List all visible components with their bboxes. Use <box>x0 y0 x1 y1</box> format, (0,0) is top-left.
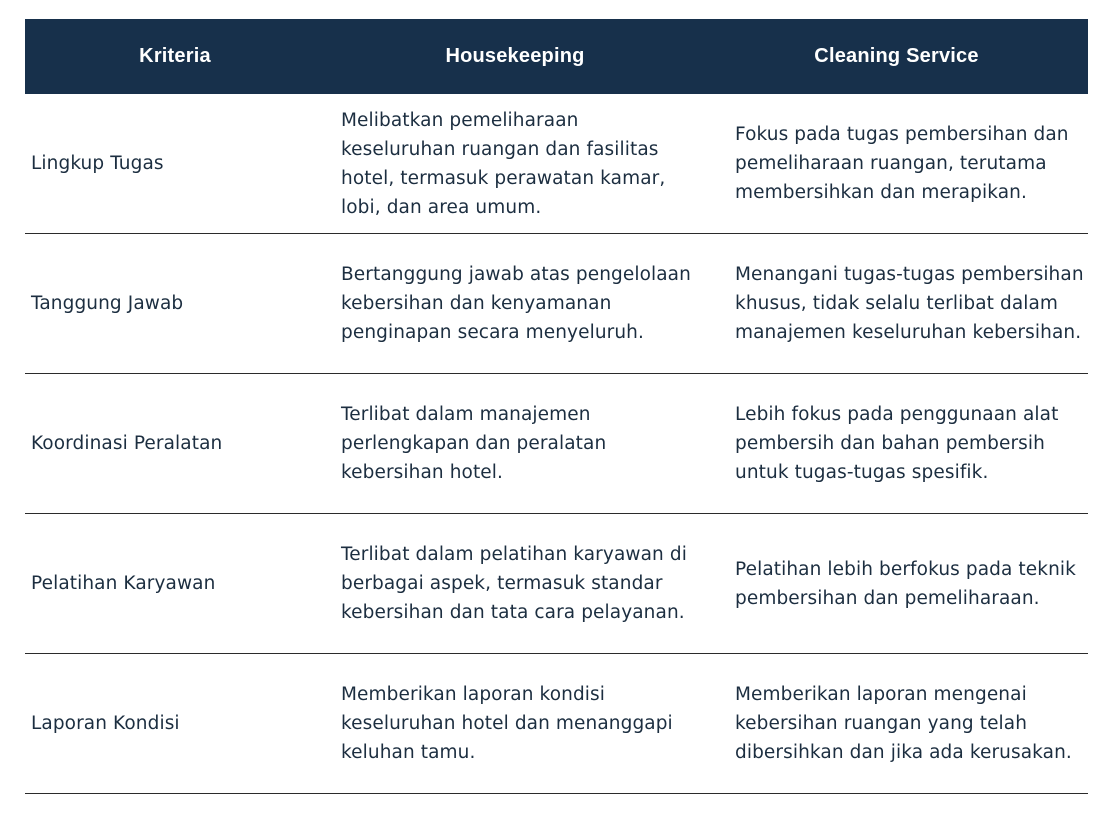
housekeeping-cell: Melibatkan pemeliharaan keseluruhan ruangan dan fasilitas hotel, termasuk perawatan kamar, lobi, dan area umum. <box>341 109 666 218</box>
table-row <box>25 234 1088 374</box>
housekeeping-cell: Terlibat dalam pelatihan karyawan di berbagai aspek, termasuk standar kebersihan dan tata cara pelayanan. <box>341 544 687 623</box>
table-row <box>25 374 1088 514</box>
comparison-table <box>25 19 1088 794</box>
criteria-cell: Lingkup Tugas <box>31 153 164 174</box>
cleaning-cell: Menangani tugas-tugas pembersihan khusus, tidak selalu terlibat dalam manajemen keseluruhan kebersihan. <box>735 264 1084 343</box>
table-row <box>25 94 1088 234</box>
table-row <box>25 514 1088 654</box>
header-housekeeping: Housekeeping <box>445 45 585 67</box>
table-header <box>25 19 1088 94</box>
cleaning-cell: Pelatihan lebih berfokus pada teknik pembersihan dan pemeliharaan. <box>735 558 1076 609</box>
housekeeping-cell: Bertanggung jawab atas pengelolaan kebersihan dan kenyamanan penginapan secara menyeluruh. <box>341 264 691 343</box>
criteria-cell: Pelatihan Karyawan <box>31 573 216 594</box>
criteria-cell: Tanggung Jawab <box>31 293 184 314</box>
criteria-cell: Laporan Kondisi <box>31 713 180 734</box>
header-cleaning-service: Cleaning Service <box>814 45 979 67</box>
criteria-cell: Koordinasi Peralatan <box>31 433 223 454</box>
housekeeping-cell: Terlibat dalam manajemen perlengkapan dan peralatan kebersihan hotel. <box>341 404 607 483</box>
header-criteria: Kriteria <box>139 45 211 67</box>
cleaning-cell: Fokus pada tugas pembersihan dan pemeliharaan ruangan, terutama membersihkan dan merapikan. <box>735 124 1069 203</box>
cleaning-cell: Lebih fokus pada penggunaan alat pembersih dan bahan pembersih untuk tugas-tugas spesifik. <box>735 404 1059 483</box>
table-row <box>25 654 1088 794</box>
housekeeping-cell: Memberikan laporan kondisi keseluruhan hotel dan menanggapi keluhan tamu. <box>341 684 673 763</box>
cleaning-cell: Memberikan laporan mengenai kebersihan ruangan yang telah dibersihkan dan jika ada kerusakan. <box>735 684 1072 763</box>
